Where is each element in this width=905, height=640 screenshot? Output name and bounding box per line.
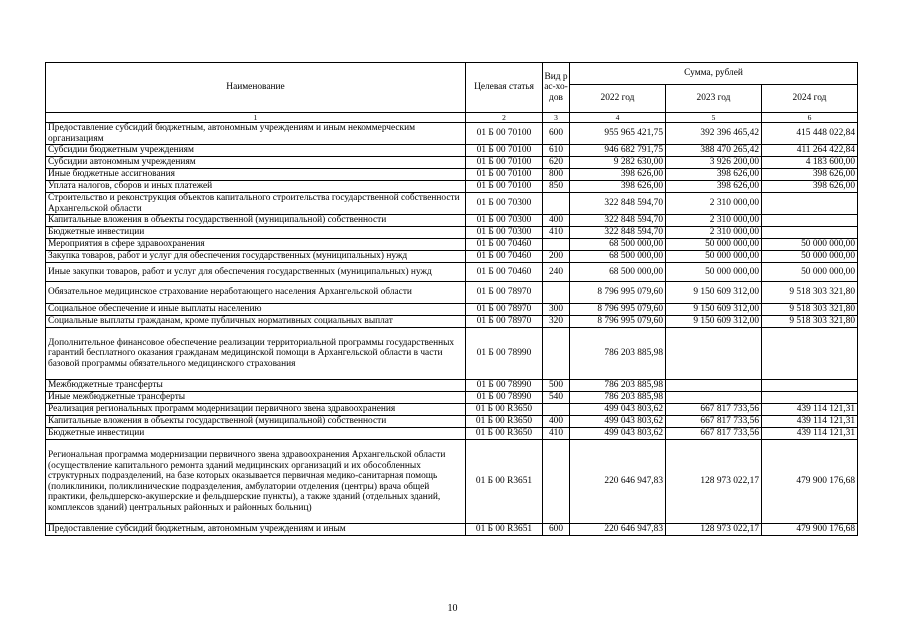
row-sum-2023: 392 396 465,42 [666, 123, 762, 145]
row-target-article: 01 Б 00 70100 [466, 123, 543, 145]
row-target-article: 01 Б 00 78970 [466, 304, 543, 316]
row-target-article: 01 Б 00 R3650 [466, 404, 543, 416]
row-target-article: 01 Б 00 70100 [466, 181, 543, 193]
row-target-article: 01 Б 00 70300 [466, 215, 543, 227]
row-expense-type [543, 440, 570, 524]
row-target-article: 01 Б 00 R3650 [466, 416, 543, 428]
row-expense-type: 600 [543, 524, 570, 536]
row-expense-type: 400 [543, 215, 570, 227]
table-row [46, 380, 858, 392]
row-target-article: 01 Б 00 70460 [466, 239, 543, 251]
row-expense-type: 620 [543, 157, 570, 169]
page-number: 10 [447, 603, 458, 614]
row-sum-2023 [666, 392, 762, 404]
row-sum-2023: 128 973 022,17 [666, 440, 762, 524]
row-expense-type [543, 328, 570, 380]
row-target-article: 01 Б 00 70300 [466, 193, 543, 215]
row-name: Социальные выплаты гражданам, кроме публичных нормативных социальных выплат [46, 316, 466, 328]
row-sum-2023: 2 310 000,00 [666, 193, 762, 215]
row-sum-2022: 398 626,00 [570, 169, 666, 181]
table-row [46, 157, 858, 169]
row-expense-type: 600 [543, 123, 570, 145]
table-row [46, 227, 858, 239]
row-name: Региональная программа модернизации первичного звена здравоохранения Архангельской области (осуществление капитального ремонта зданий медицинских организаций и их обособленных структурных подразделений, на базе которых оказывается первичная медико-санитарная помощь (поликлиники, поликлинические подразделения, амбулатории отделения (центры) врача общей практики, фельдшерско-акушерские и фельдшерские пункты), а также зданий (отдельных зданий, комплексов зданий) центральных районных и районных больниц) [46, 440, 466, 524]
row-sum-2022: 322 848 594,70 [570, 227, 666, 239]
row-sum-2023: 9 150 609 312,00 [666, 282, 762, 304]
row-sum-2023: 128 973 022,17 [666, 524, 762, 536]
table-row [46, 282, 858, 304]
row-name: Мероприятия в сфере здравоохранения [46, 239, 466, 251]
row-target-article: 01 Б 00 R3650 [466, 428, 543, 440]
row-name: Реализация региональных программ модернизации первичного звена здравоохранения [46, 404, 466, 416]
row-target-article: 01 Б 00 70100 [466, 145, 543, 157]
row-sum-2024 [762, 380, 858, 392]
column-number-row [46, 113, 858, 123]
row-name: Бюджетные инвестиции [46, 227, 466, 239]
row-target-article: 01 Б 00 R3651 [466, 524, 543, 536]
row-sum-2022: 68 500 000,00 [570, 263, 666, 282]
column-number: 5 [666, 113, 762, 123]
row-sum-2024: 9 518 303 321,80 [762, 316, 858, 328]
row-target-article: 01 Б 00 78990 [466, 328, 543, 380]
table-row [46, 524, 858, 536]
row-sum-2024: 415 448 022,84 [762, 123, 858, 145]
row-name: Предоставление субсидий бюджетным, автономным учреждениям и иным [46, 524, 466, 536]
row-expense-type: 240 [543, 263, 570, 282]
row-expense-type [543, 239, 570, 251]
header-sum: Сумма, рублей [570, 63, 858, 85]
row-name: Субсидии бюджетным учреждениям [46, 145, 466, 157]
row-sum-2023: 3 926 200,00 [666, 157, 762, 169]
row-sum-2023: 50 000 000,00 [666, 263, 762, 282]
row-name: Бюджетные инвестиции [46, 428, 466, 440]
column-number: 1 [46, 113, 466, 123]
row-expense-type: 400 [543, 416, 570, 428]
row-target-article: 01 Б 00 R3651 [466, 440, 543, 524]
row-name: Дополнительное финансовое обеспечение реализации территориальной программы государственных гарантий бесплатного оказания гражданам медицинской помощи в Архангельской области в части базовой программы обязательного медицинского страхования [46, 328, 466, 380]
row-name: Уплата налогов, сборов и иных платежей [46, 181, 466, 193]
budget-table-body [46, 63, 858, 536]
row-expense-type: 200 [543, 251, 570, 263]
row-sum-2023: 9 150 609 312,00 [666, 304, 762, 316]
row-sum-2022: 8 796 995 079,60 [570, 304, 666, 316]
table-row [46, 328, 858, 380]
row-sum-2022: 68 500 000,00 [570, 239, 666, 251]
header-year-2023: 2023 год [666, 85, 762, 113]
table-row [46, 440, 858, 524]
row-sum-2023: 667 817 733,56 [666, 428, 762, 440]
row-sum-2022: 786 203 885,98 [570, 328, 666, 380]
table-row [46, 169, 858, 181]
row-sum-2024: 479 900 176,68 [762, 440, 858, 524]
row-name: Иные межбюджетные трансферты [46, 392, 466, 404]
row-sum-2024: 411 264 422,84 [762, 145, 858, 157]
row-name: Иные закупки товаров, работ и услуг для обеспечения государственных (муниципальных) нужд [46, 263, 466, 282]
row-sum-2022: 220 646 947,83 [570, 524, 666, 536]
row-sum-2024 [762, 193, 858, 215]
row-target-article: 01 Б 00 78990 [466, 380, 543, 392]
row-name: Субсидии автономным учреждениям [46, 157, 466, 169]
row-expense-type: 410 [543, 227, 570, 239]
row-target-article: 01 Б 00 70100 [466, 169, 543, 181]
row-sum-2022: 786 203 885,98 [570, 392, 666, 404]
row-sum-2023: 50 000 000,00 [666, 251, 762, 263]
column-number: 3 [543, 113, 570, 123]
row-sum-2022: 8 796 995 079,60 [570, 282, 666, 304]
table-row [46, 263, 858, 282]
row-expense-type: 300 [543, 304, 570, 316]
table-row [46, 145, 858, 157]
row-expense-type: 610 [543, 145, 570, 157]
table-row [46, 239, 858, 251]
row-sum-2022: 220 646 947,83 [570, 440, 666, 524]
row-target-article: 01 Б 00 70300 [466, 227, 543, 239]
header-row [46, 63, 858, 85]
row-sum-2024: 439 114 121,31 [762, 416, 858, 428]
row-name: Капитальные вложения в объекты государственной (муниципальной) собственности [46, 416, 466, 428]
row-target-article: 01 Б 00 78970 [466, 316, 543, 328]
row-expense-type [543, 404, 570, 416]
row-name: Закупка товаров, работ и услуг для обеспечения государственных (муниципальных) нужд [46, 251, 466, 263]
budget-table [45, 62, 858, 536]
table-row [46, 404, 858, 416]
row-target-article: 01 Б 00 70100 [466, 157, 543, 169]
row-sum-2023: 2 310 000,00 [666, 227, 762, 239]
row-sum-2022: 955 965 421,75 [570, 123, 666, 145]
table-row [46, 181, 858, 193]
row-name: Обязательное медицинское страхование неработающего населения Архангельской области [46, 282, 466, 304]
column-number: 2 [466, 113, 543, 123]
row-target-article: 01 Б 00 70460 [466, 251, 543, 263]
row-sum-2023: 667 817 733,56 [666, 416, 762, 428]
row-sum-2024: 9 518 303 321,80 [762, 282, 858, 304]
row-sum-2022: 68 500 000,00 [570, 251, 666, 263]
row-expense-type: 500 [543, 380, 570, 392]
row-name: Строительство и реконструкция объектов капитального строительства государственной собственности Архангельской области [46, 193, 466, 215]
row-sum-2022: 499 043 803,62 [570, 428, 666, 440]
table-row [46, 316, 858, 328]
row-target-article: 01 Б 00 70460 [466, 263, 543, 282]
row-sum-2024: 398 626,00 [762, 181, 858, 193]
table-row [46, 215, 858, 227]
row-sum-2024: 50 000 000,00 [762, 251, 858, 263]
row-sum-2023: 50 000 000,00 [666, 239, 762, 251]
row-sum-2022: 8 796 995 079,60 [570, 316, 666, 328]
row-name: Предоставление субсидий бюджетным, автономным учреждениям и иным некоммерческим организациям [46, 123, 466, 145]
table-row [46, 123, 858, 145]
table-row [46, 392, 858, 404]
row-name: Социальное обеспечение и иные выплаты населению [46, 304, 466, 316]
table-row [46, 251, 858, 263]
row-sum-2023: 2 310 000,00 [666, 215, 762, 227]
table-row [46, 193, 858, 215]
row-sum-2024: 439 114 121,31 [762, 404, 858, 416]
row-sum-2024: 439 114 121,31 [762, 428, 858, 440]
row-sum-2023: 667 817 733,56 [666, 404, 762, 416]
table-row [46, 416, 858, 428]
row-expense-type: 320 [543, 316, 570, 328]
row-sum-2024: 398 626,00 [762, 169, 858, 181]
row-name: Иные бюджетные ассигнования [46, 169, 466, 181]
column-number: 4 [570, 113, 666, 123]
row-expense-type: 540 [543, 392, 570, 404]
row-expense-type [543, 282, 570, 304]
row-expense-type: 800 [543, 169, 570, 181]
header-year-2024: 2024 год [762, 85, 858, 113]
row-sum-2022: 786 203 885,98 [570, 380, 666, 392]
row-sum-2024 [762, 227, 858, 239]
row-sum-2024 [762, 392, 858, 404]
row-sum-2022: 398 626,00 [570, 181, 666, 193]
row-sum-2023: 398 626,00 [666, 169, 762, 181]
row-expense-type: 410 [543, 428, 570, 440]
row-sum-2022: 946 682 791,75 [570, 145, 666, 157]
column-number: 6 [762, 113, 858, 123]
row-sum-2023 [666, 328, 762, 380]
row-name: Межбюджетные трансферты [46, 380, 466, 392]
row-sum-2023: 398 626,00 [666, 181, 762, 193]
header-article: Целевая статья [466, 63, 543, 113]
row-sum-2023 [666, 380, 762, 392]
table-row [46, 304, 858, 316]
row-sum-2022: 499 043 803,62 [570, 404, 666, 416]
row-target-article: 01 Б 00 78970 [466, 282, 543, 304]
row-sum-2024 [762, 328, 858, 380]
row-target-article: 01 Б 00 78990 [466, 392, 543, 404]
row-sum-2024: 50 000 000,00 [762, 263, 858, 282]
row-sum-2023: 9 150 609 312,00 [666, 316, 762, 328]
row-sum-2022: 322 848 594,70 [570, 193, 666, 215]
table-row [46, 428, 858, 440]
row-sum-2022: 9 282 630,00 [570, 157, 666, 169]
header-name: Наименование [46, 63, 466, 113]
header-year-2022: 2022 год [570, 85, 666, 113]
row-sum-2024: 4 183 600,00 [762, 157, 858, 169]
header-expense-type: Вид рас-хо-дов [543, 63, 570, 113]
row-sum-2024: 50 000 000,00 [762, 239, 858, 251]
row-sum-2022: 322 848 594,70 [570, 215, 666, 227]
row-name: Капитальные вложения в объекты государственной (муниципальной) собственности [46, 215, 466, 227]
row-sum-2024: 479 900 176,68 [762, 524, 858, 536]
row-expense-type [543, 193, 570, 215]
row-sum-2024: 9 518 303 321,80 [762, 304, 858, 316]
row-expense-type: 850 [543, 181, 570, 193]
row-sum-2022: 499 043 803,62 [570, 416, 666, 428]
row-sum-2024 [762, 215, 858, 227]
row-sum-2023: 388 470 265,42 [666, 145, 762, 157]
